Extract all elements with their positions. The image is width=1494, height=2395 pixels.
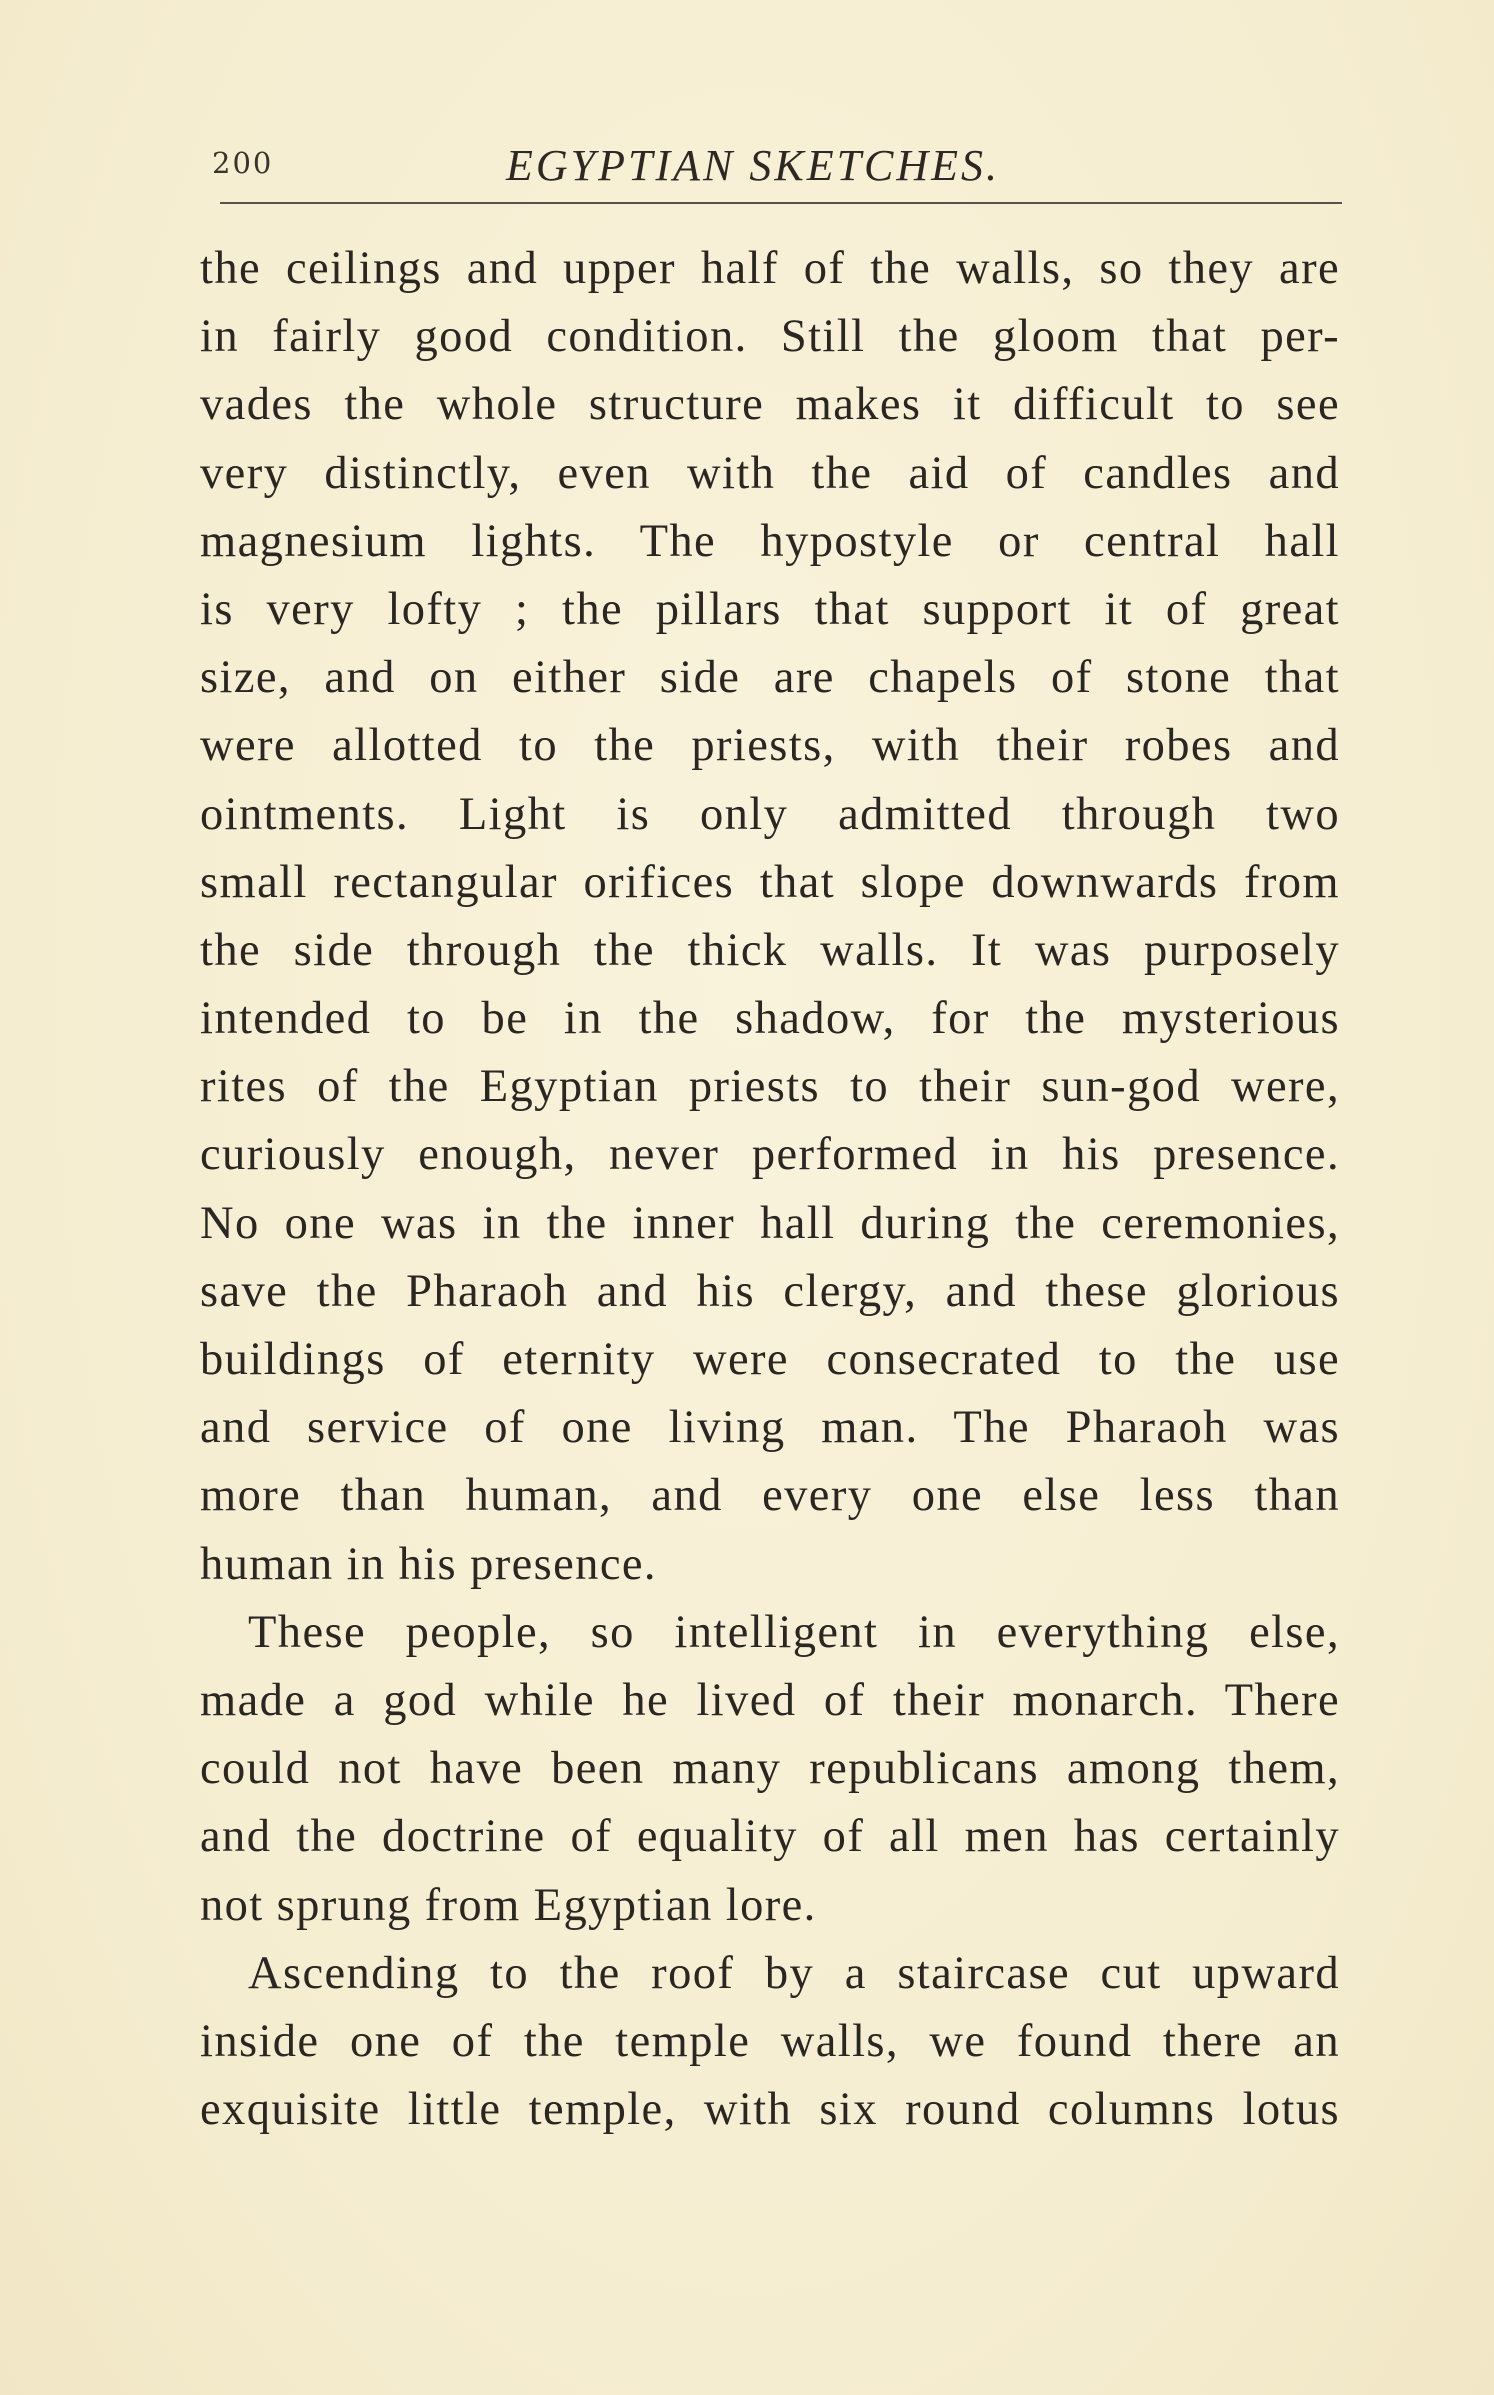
text-line: vades the whole structure makes it difficult to see (200, 379, 1340, 431)
text-line: inside one of the temple walls, we found there an (200, 2015, 1340, 2067)
text-line: ointments. Light is only admitted through two (200, 788, 1340, 840)
body-text (200, 235, 1340, 2144)
text-line: No one was in the inner hall during the ceremonies, (200, 1197, 1340, 1249)
running-head (200, 140, 1340, 200)
text-line: and the doctrine of equality of all men has certainly (200, 1811, 1340, 1863)
text-line: Ascending to the roof by a staircase cut upward (248, 1947, 1340, 1999)
text-line: in fairly good condition. Still the gloom that per- (200, 311, 1340, 363)
text-line: exquisite little temple, with six round columns lotus (200, 2084, 1340, 2136)
text-line: These people, so intelligent in everything else, (248, 1606, 1340, 1658)
text-line: intended to be in the shadow, for the mysterious (200, 993, 1340, 1045)
text-line: buildings of eternity were consecrated to the use (200, 1334, 1340, 1385)
header-rule (220, 202, 1342, 204)
text-line: human in his presence. (200, 1538, 657, 1590)
text-line: very distinctly, even with the aid of candles and (200, 447, 1340, 499)
text-line: not sprung from Egyptian lore. (200, 1879, 817, 1931)
text-line: magnesium lights. The hypostyle or central hall (200, 515, 1340, 567)
text-line: made a god while he lived of their monarch. There (200, 1674, 1340, 1726)
text-line: rites of the Egyptian priests to their sun-god were, (200, 1061, 1340, 1113)
text-line: more than human, and every one else less than (200, 1470, 1340, 1522)
running-title: EGYPTIAN SKETCHES. (506, 141, 1001, 190)
page-number: 200 (212, 146, 274, 180)
text-line: and service of one living man. The Pharaoh was (200, 1402, 1340, 1454)
text-line: the side through the thick walls. It was purposely (200, 924, 1340, 976)
text-line: were allotted to the priests, with their robes and (200, 720, 1340, 772)
text-line: save the Pharaoh and his clergy, and these glorious (200, 1265, 1340, 1317)
text-line: is very lofty ; the pillars that support it of great (200, 583, 1340, 635)
text-line: could not have been many republicans among them, (200, 1743, 1340, 1795)
text-line: the ceilings and upper half of the walls, so they are (200, 243, 1340, 294)
text-line: curiously enough, never performed in his presence. (200, 1129, 1340, 1181)
text-line: size, and on either side are chapels of stone that (200, 652, 1340, 704)
text-line: small rectangular orifices that slope downwards from (200, 856, 1340, 908)
